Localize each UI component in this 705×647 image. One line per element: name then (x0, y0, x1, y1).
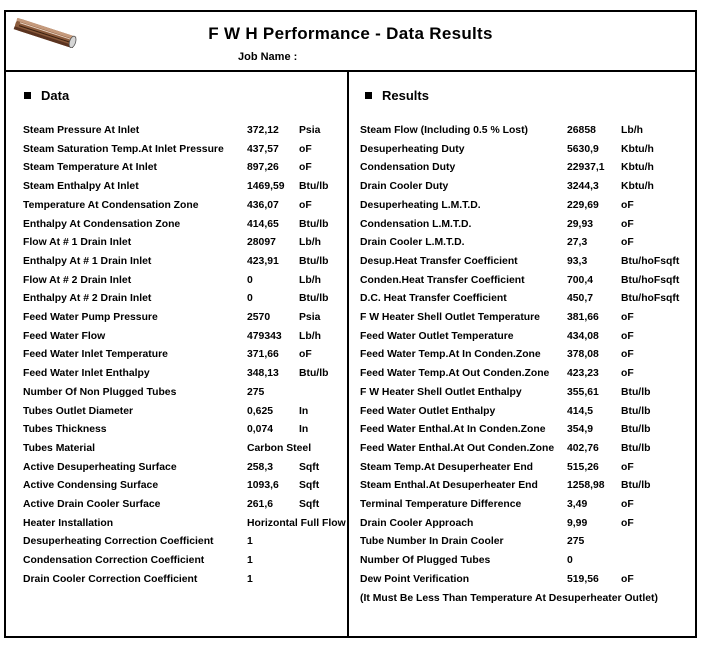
row-value: 1 (247, 573, 253, 585)
row-label: Steam Flow (Including 0.5 % Lost) (360, 125, 528, 136)
row-label: Enthalpy At # 2 Drain Inlet (23, 293, 152, 305)
row-label: F W Heater Shell Outlet Enthalpy (360, 386, 522, 398)
row-value: 437,57 (247, 143, 279, 155)
row-label: Dew Point Verification (360, 573, 470, 585)
row-label: Tubes Outlet Diameter (23, 405, 134, 417)
row-value: 22937,1 (567, 162, 605, 174)
row-label: Terminal Temperature Difference (360, 499, 522, 510)
row-label: Flow At # 2 Drain Inlet (23, 274, 132, 286)
row-unit: oF (299, 162, 312, 174)
results-title-text: Results (382, 88, 429, 103)
row-unit: Sqft (299, 499, 320, 510)
data-panel (6, 72, 349, 636)
row-label: D.C. Heat Transfer Coefficient (360, 293, 507, 305)
row-value: 3,49 (567, 499, 588, 510)
row-label: Feed Water Outlet Enthalpy (360, 405, 496, 417)
row-value: 0,625 (247, 405, 274, 417)
row-value: 450,7 (567, 293, 594, 305)
row-value: 29,93 (567, 218, 594, 230)
row-value: 1258,98 (567, 480, 605, 492)
row-label: Feed Water Enthal.At Out Conden.Zone (360, 442, 555, 454)
row-label: Enthalpy At Condensation Zone (23, 218, 181, 230)
row-value: Horizontal Full Flow (247, 517, 346, 529)
row-value: 372,12 (247, 125, 279, 136)
row-label: Condensation L.M.T.D. (360, 218, 472, 230)
data-title-text: Data (41, 88, 70, 103)
row-value: 275 (567, 536, 585, 548)
row-label: Temperature At Condensation Zone (23, 199, 199, 211)
row-unit: Btu/hoFsqft (621, 255, 680, 267)
row-unit: In (299, 405, 309, 417)
row-unit: Lb/h (621, 125, 643, 136)
row-label: Feed Water Inlet Temperature (23, 349, 168, 361)
row-unit: Btu/hoFsqft (621, 293, 680, 305)
row-value: 229,69 (567, 199, 599, 211)
row-unit: oF (621, 368, 634, 380)
row-value: 1 (247, 536, 253, 548)
row-label: Steam Saturation Temp.At Inlet Pressure (23, 143, 224, 155)
row-unit: Btu/lb (621, 424, 651, 436)
row-unit: oF (299, 143, 312, 155)
row-value: 378,08 (567, 349, 599, 361)
row-value: 258,3 (247, 461, 274, 473)
row-label: Active Drain Cooler Surface (23, 499, 161, 510)
row-label: Number Of Non Plugged Tubes (23, 386, 177, 398)
row-unit: oF (621, 218, 634, 230)
row-unit: Sqft (299, 480, 320, 492)
row-unit: Btu/lb (621, 405, 651, 417)
row-unit: Btu/lb (621, 442, 651, 454)
row-value: 479343 (247, 330, 282, 342)
row-label: Number Of Plugged Tubes (360, 555, 491, 567)
row-value: 1469,59 (247, 181, 285, 193)
row-value: 519,56 (567, 573, 599, 585)
row-unit: Psia (299, 125, 321, 136)
row-value: 423,23 (567, 368, 599, 380)
row-label: Tubes Material (23, 442, 95, 454)
row-label: Enthalpy At # 1 Drain Inlet (23, 255, 152, 267)
row-unit: oF (299, 199, 312, 211)
row-unit: Lb/h (299, 237, 321, 249)
row-value: 0,074 (247, 424, 274, 436)
row-label: Drain Cooler Duty (360, 181, 449, 193)
data-section-title (24, 88, 69, 103)
row-unit: Btu/lb (621, 480, 651, 492)
row-unit: Kbtu/h (621, 143, 654, 155)
row-unit: Kbtu/h (621, 162, 654, 174)
row-label: Heater Installation (23, 517, 114, 529)
row-label: Desuperheating Duty (360, 143, 465, 155)
row-value: 1093,6 (247, 480, 279, 492)
row-value: 436,07 (247, 199, 279, 211)
row-label: Active Desuperheating Surface (23, 461, 177, 473)
row-label: Condensation Correction Coefficient (23, 555, 205, 567)
row-unit: oF (621, 312, 634, 323)
row-value: 27,3 (567, 237, 588, 249)
row-label: Steam Temperature At Inlet (23, 162, 157, 174)
row-value: 348,13 (247, 368, 279, 380)
row-value: 0 (247, 293, 253, 305)
row-value: 1 (247, 555, 253, 567)
row-unit: oF (621, 349, 634, 361)
row-unit: Btu/lb (299, 218, 329, 230)
row-value: 381,66 (567, 312, 599, 323)
row-unit: oF (621, 517, 634, 529)
row-label: Tube Number In Drain Cooler (360, 536, 504, 548)
row-value: 414,65 (247, 218, 279, 230)
bullet-square-icon (24, 92, 31, 99)
row-unit: Btu/lb (621, 386, 651, 398)
row-value: 700,4 (567, 274, 594, 286)
row-value: Carbon Steel (247, 442, 312, 454)
row-value: 515,26 (567, 461, 599, 473)
row-value: 423,91 (247, 255, 279, 267)
row-unit: In (299, 424, 309, 436)
row-value: 897,26 (247, 162, 279, 174)
row-value: 0 (247, 274, 253, 286)
row-label: Feed Water Pump Pressure (23, 312, 158, 323)
page-title: F W H Performance - Data Results (208, 24, 493, 43)
row-unit: Psia (299, 312, 321, 323)
row-label: Flow At # 1 Drain Inlet (23, 237, 132, 249)
row-value: 371,66 (247, 349, 279, 361)
row-value: 28097 (247, 237, 276, 249)
row-label: Active Condensing Surface (23, 480, 159, 492)
row-value: 3244,3 (567, 181, 599, 193)
row-label: Steam Enthal.At Desuperheater End (360, 480, 538, 492)
row-unit: Lb/h (299, 330, 321, 342)
row-label: Feed Water Temp.At Out Conden.Zone (360, 368, 550, 380)
row-value: 355,61 (567, 386, 599, 398)
row-label: Steam Pressure At Inlet (23, 125, 140, 136)
row-label: Feed Water Outlet Temperature (360, 330, 514, 342)
row-value: 2570 (247, 312, 271, 323)
row-unit: Sqft (299, 461, 320, 473)
row-label: Feed Water Temp.At In Conden.Zone (360, 349, 541, 361)
row-value: 434,08 (567, 330, 599, 342)
row-unit: Kbtu/h (621, 181, 654, 193)
row-unit: Btu/hoFsqft (621, 274, 680, 286)
row-value: 93,3 (567, 255, 588, 267)
row-unit: Btu/lb (299, 255, 329, 267)
row-label: Drain Cooler Approach (360, 517, 474, 529)
row-unit: oF (621, 330, 634, 342)
row-label: Drain Cooler L.M.T.D. (360, 237, 465, 249)
row-value: 354,9 (567, 424, 594, 436)
job-name-label: Job Name : (238, 51, 298, 63)
row-unit: oF (621, 461, 634, 473)
row-label: Feed Water Enthal.At In Conden.Zone (360, 424, 546, 436)
bullet-square-icon (365, 92, 372, 99)
row-value: 0 (567, 555, 573, 567)
row-label: Desuperheating L.M.T.D. (360, 199, 481, 211)
report-frame (4, 10, 697, 638)
row-value: 275 (247, 386, 265, 398)
row-label: Tubes Thickness (23, 424, 107, 436)
row-label: Drain Cooler Correction Coefficient (23, 573, 198, 585)
results-panel (349, 72, 695, 636)
row-unit: Lb/h (299, 274, 321, 286)
report-header (6, 12, 695, 72)
row-unit: Btu/lb (299, 368, 329, 380)
row-label: Feed Water Inlet Enthalpy (23, 368, 150, 380)
row-unit: oF (621, 199, 634, 211)
row-value: 414,5 (567, 405, 594, 417)
row-label: Steam Enthalpy At Inlet (23, 181, 139, 193)
row-unit: oF (621, 573, 634, 585)
row-unit: oF (621, 499, 634, 510)
row-unit: Btu/lb (299, 293, 329, 305)
row-unit: oF (299, 349, 312, 361)
row-label: Steam Temp.At Desuperheater End (360, 461, 534, 473)
row-label: Conden.Heat Transfer Coefficient (360, 274, 525, 286)
row-label: F W Heater Shell Outlet Temperature (360, 312, 540, 323)
results-note: (It Must Be Less Than Temperature At Desuperheater Outlet) (360, 592, 658, 604)
row-unit: oF (621, 237, 634, 249)
row-value: 5630,9 (567, 143, 599, 155)
row-label: Condensation Duty (360, 162, 456, 174)
row-label: Desuperheating Correction Coefficient (23, 536, 214, 548)
row-value: 26858 (567, 125, 596, 136)
row-label: Feed Water Flow (23, 330, 106, 342)
row-unit: Btu/lb (299, 181, 329, 193)
results-section-title (365, 88, 429, 103)
row-value: 402,76 (567, 442, 599, 454)
row-label: Desup.Heat Transfer Coefficient (360, 255, 518, 267)
row-value: 261,6 (247, 499, 274, 510)
row-value: 9,99 (567, 517, 588, 529)
